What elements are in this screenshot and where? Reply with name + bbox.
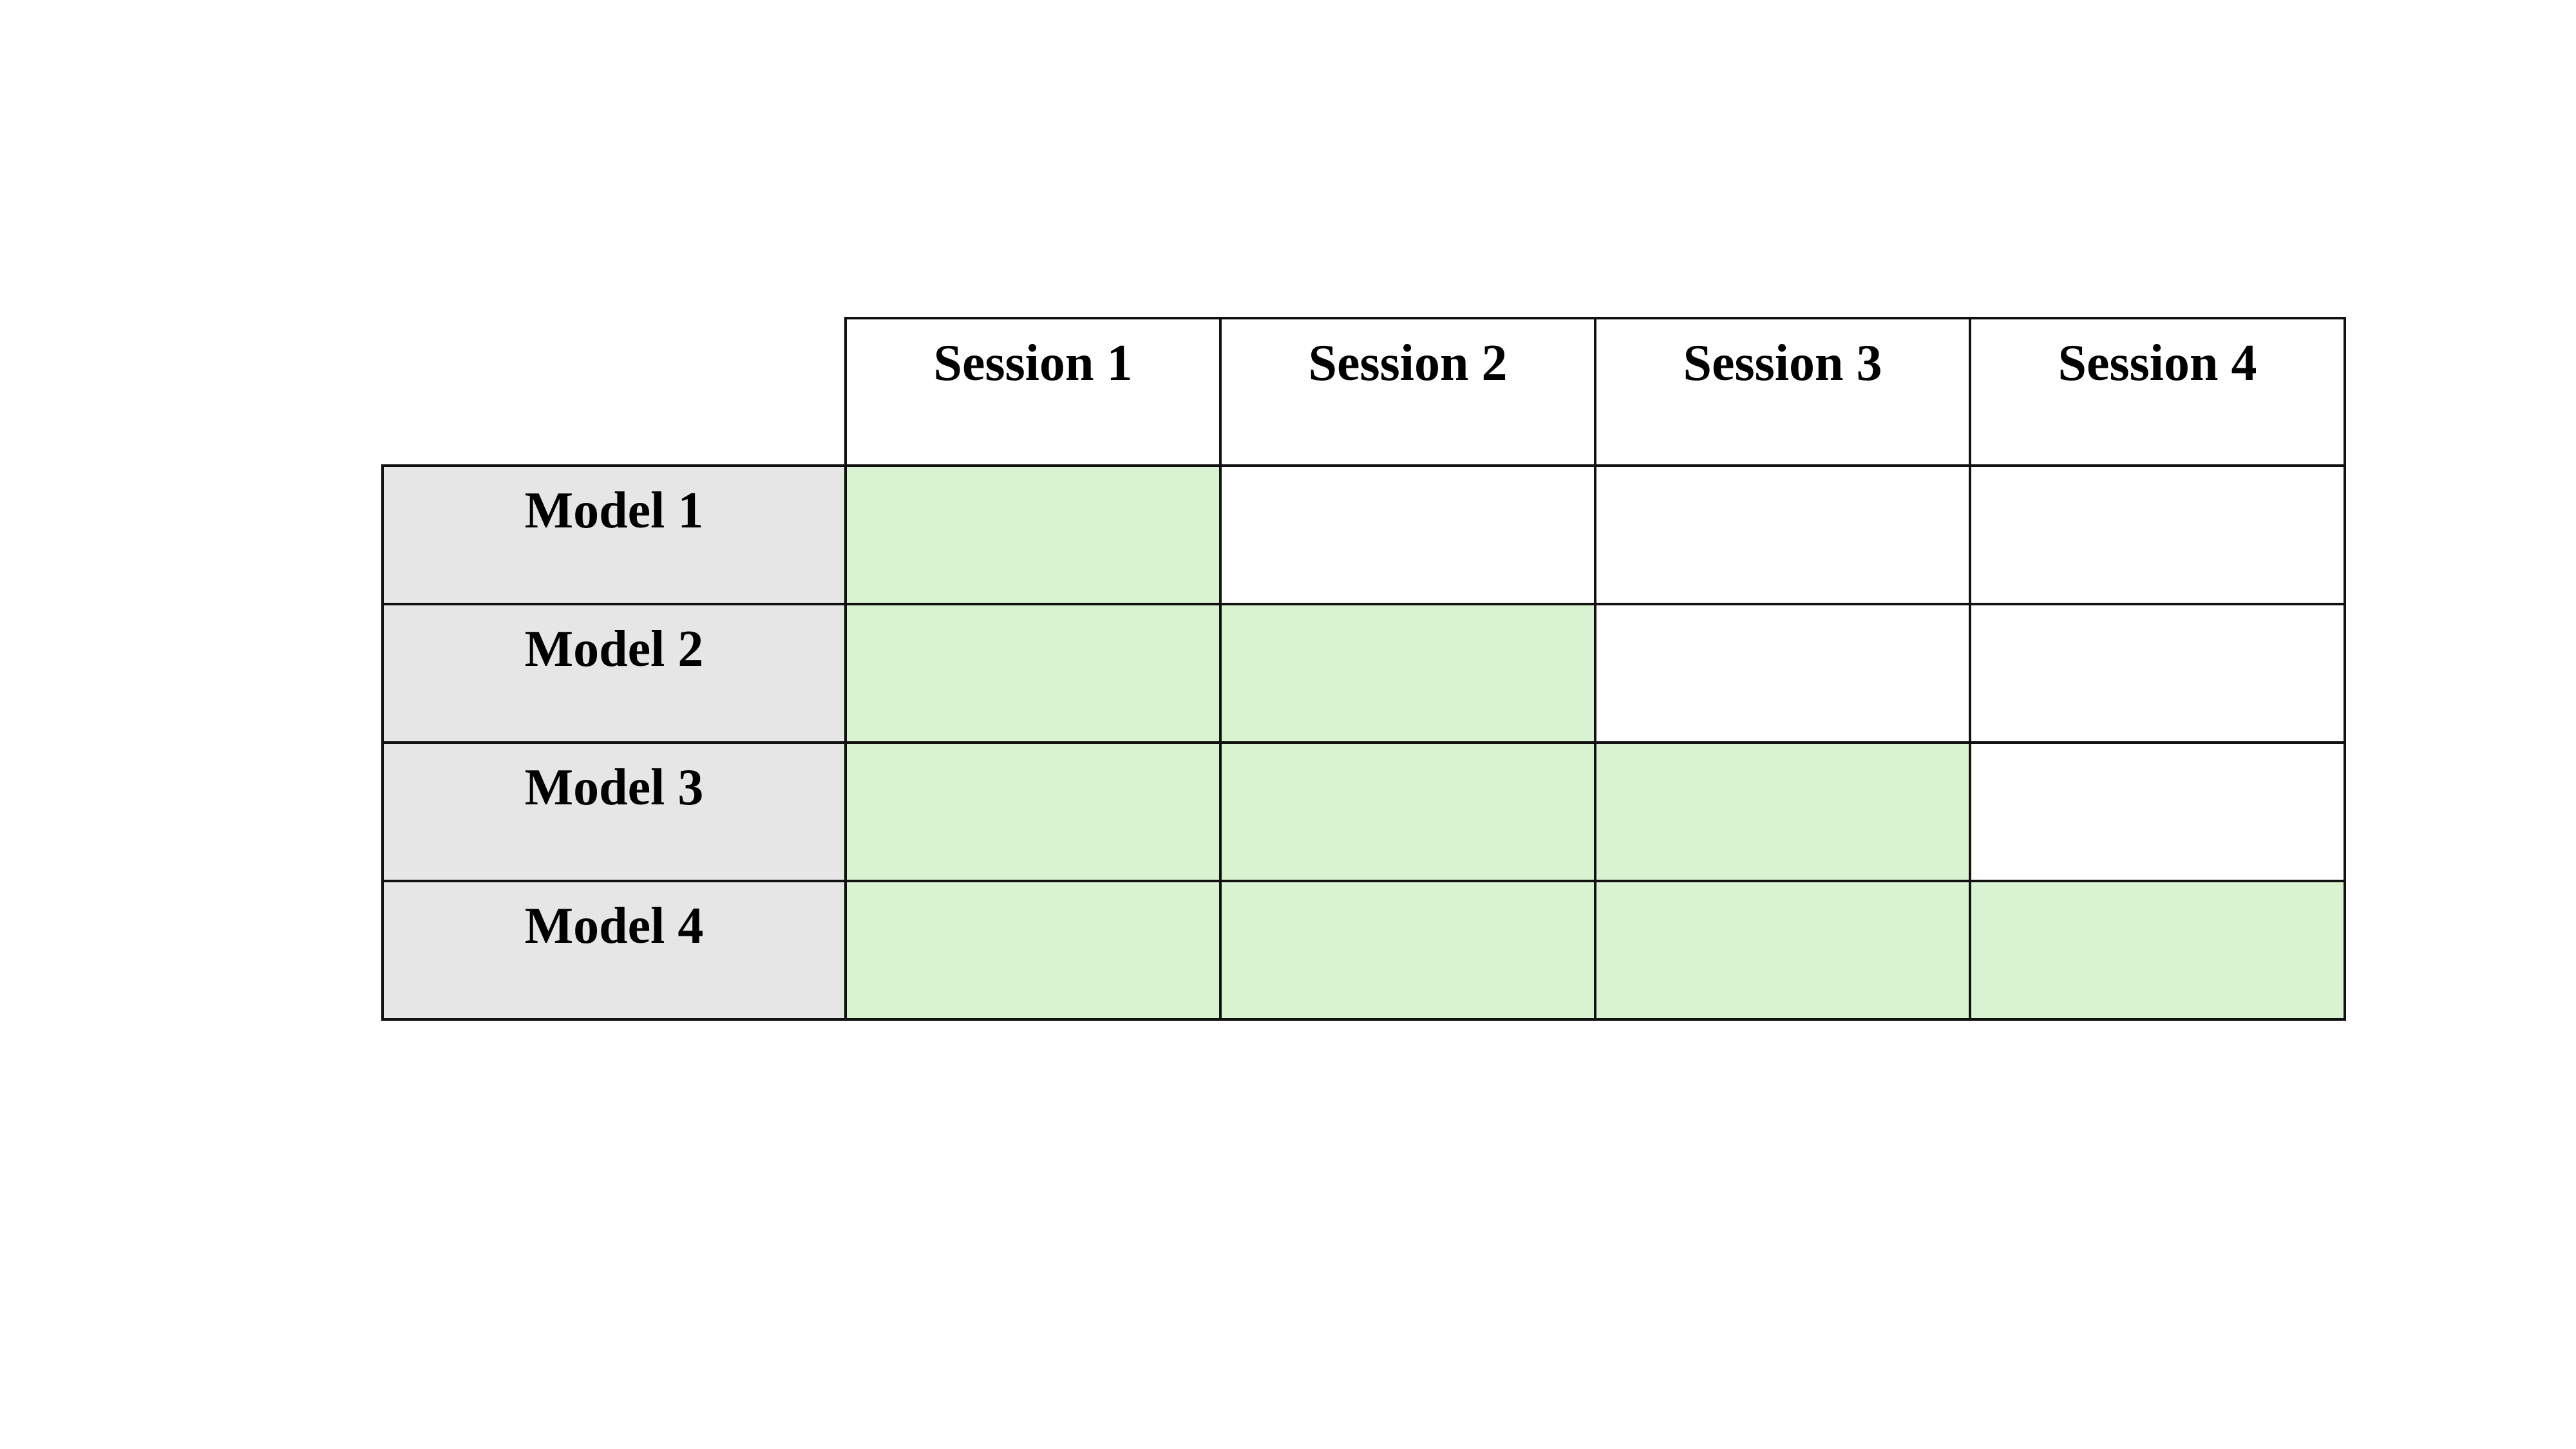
row-label-model-4: Model 4 — [381, 880, 847, 1021]
cell-model-1-session-1 — [844, 464, 1222, 605]
cell-model-3-session-2 — [1219, 741, 1596, 882]
column-header-session-1: Session 1 — [844, 317, 1222, 467]
cell-model-4-session-3 — [1594, 880, 1971, 1021]
cell-model-4-session-1 — [844, 880, 1222, 1021]
cell-model-1-session-3 — [1594, 464, 1971, 605]
cell-model-3-session-1 — [844, 741, 1222, 882]
cell-model-1-session-2 — [1219, 464, 1596, 605]
cell-model-2-session-3 — [1594, 603, 1971, 744]
cell-model-2-session-1 — [844, 603, 1222, 744]
cell-model-1-session-4 — [1969, 464, 2346, 605]
cell-model-2-session-2 — [1219, 603, 1596, 744]
cell-model-2-session-4 — [1969, 603, 2346, 744]
cell-model-3-session-3 — [1594, 741, 1971, 882]
row-label-model-2: Model 2 — [381, 603, 847, 744]
cell-model-3-session-4 — [1969, 741, 2346, 882]
cell-model-4-session-2 — [1219, 880, 1596, 1021]
row-label-model-3: Model 3 — [381, 741, 847, 882]
column-header-session-3: Session 3 — [1594, 317, 1971, 467]
column-header-session-2: Session 2 — [1219, 317, 1596, 467]
cell-model-4-session-4 — [1969, 880, 2346, 1021]
row-label-model-1: Model 1 — [381, 464, 847, 605]
column-header-session-4: Session 4 — [1969, 317, 2346, 467]
